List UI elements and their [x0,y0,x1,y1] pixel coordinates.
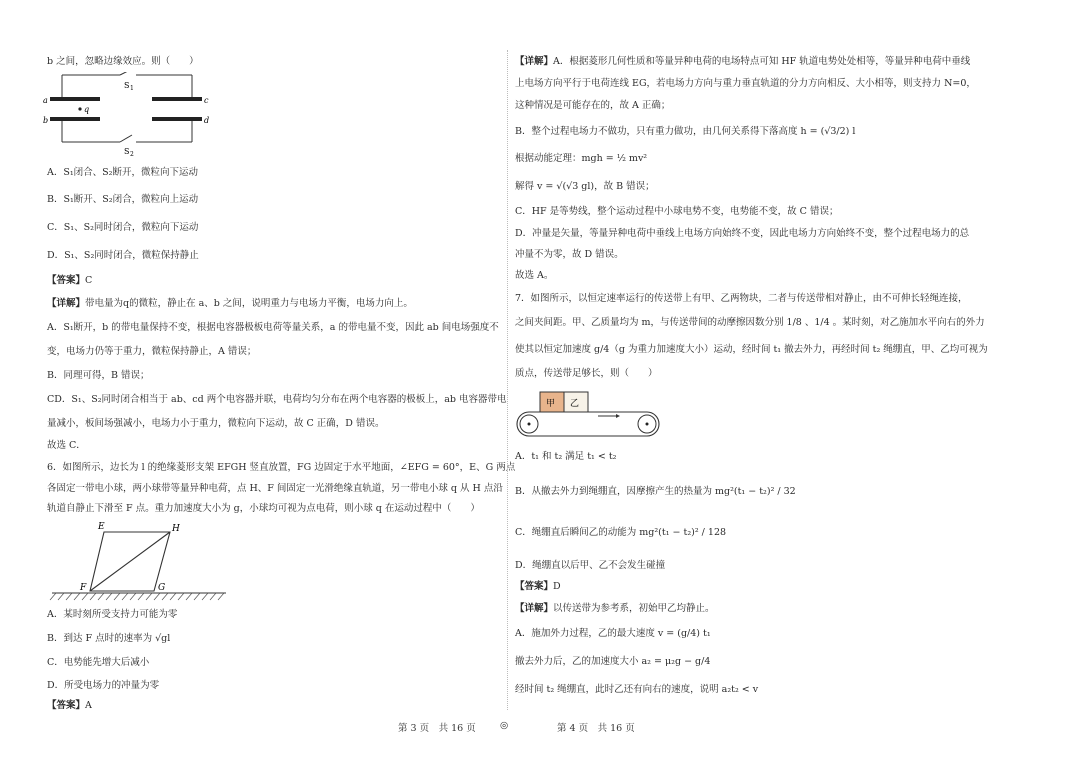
q5-option-d: D．S₁、S₂同时闭合，微粒保持静止 [47,250,199,261]
q5-answer [47,275,92,287]
q5-option-b: B．S₁断开、S₂闭合，微粒向上运动 [47,194,199,205]
detail-text: 以传送带为参考系，初始甲乙均静止。 [553,603,715,614]
q5-intro: b 之间，忽略边缘效应。则（ ） [47,56,199,67]
q5-detail-line: 故选 C． [47,440,86,451]
q6-option-d: D．所受电场力的冲量为零 [47,680,160,691]
plate-a [50,97,100,101]
q6-stem-line: 6．如图所示，边长为 l 的绝缘菱形支架 EFGH 竖直放置，FG 边固定于水平地面，∠EFG = 60°，E、G 两点 [47,462,516,473]
q6-option-c: C．电势能先增大后减小 [47,657,150,668]
detail-label: 【详解】 [47,298,86,309]
s2-sub: 2 [130,151,134,158]
q6-detail-first [515,56,970,68]
page-number-left: 第 3 页 共 16 页 [398,723,476,734]
answer-label: 【答案】 [47,275,86,286]
detail-label: 【详解】 [515,603,554,614]
q6-detail-c: C．HF 是等势线，整个运动过程中小球电势不变，电势能不变，故 C 错误； [515,206,839,217]
q6-option-b: B．到达 F 点时的速率为 √gl [47,633,171,644]
q7-option-d: D．绳绷直以后甲、乙不会发生碰撞 [515,560,666,571]
q6-detail-select: 故选 A。 [515,270,554,281]
detail-text: A．根据菱形几何性质和等量异种电荷的电场特点可知 HF 轨道电势处处相等，等量异种电荷中垂线 [553,56,971,67]
q7-detail-line: 撤去外力后，乙的加速度大小 a₂ = μ₂g − g/4 [515,656,711,667]
label-c: c [204,96,209,105]
q6-answer [47,700,92,712]
q6-detail-line: 这种情况是可能存在的，故 A 正确； [515,100,671,111]
plate-b [50,117,100,121]
vertex-e: E [98,522,105,532]
q7-detail-first [515,603,715,615]
q7-option-a: A．t₁ 和 t₂ 满足 t₁ < t₂ [515,451,617,462]
conveyor-figure [512,386,672,440]
page-number-right: 第 4 页 共 16 页 [557,723,635,734]
column-divider [507,50,508,710]
q6-detail-solve: 解得 v = √(√3 gl)，故 B 错误； [515,181,655,192]
answer-value: D [553,581,561,592]
label-b: b [43,116,49,125]
s1-sub: 1 [130,85,134,92]
q6-stem-line: 各固定一带电小球，两小球带等量异种电荷，点 H、F 间固定一光滑绝缘直轨道，另一带电小球 q 从 H 点沿 [47,483,503,494]
detail-text: 带电量为q的微粒，静止在 a、b 之间，说明重力与电场力平衡，电场力向上。 [85,298,413,309]
yi-label: 乙 [570,399,580,409]
q5-detail-first [47,298,413,310]
capacitor-figure [40,72,220,160]
q7-stem-line: 使其以恒定加速度 g/4（g 为重力加速度大小）运动，经时间 t₁ 撤去外力，再经时间 t₂ 绳绷直，甲、乙均可视为 [515,344,988,355]
jia-label: 甲 [546,399,556,409]
q7-answer [515,581,561,593]
label-d: d [204,116,210,125]
detail-label: 【详解】 [515,56,554,67]
answer-label: 【答案】 [47,700,86,711]
q6-detail-line: 上电场方向平行于电荷连线 EG，若电场力方向与重力垂直轨道的分力方向相反、大小相等，则支持力 N=0， [515,78,976,89]
binding-mark: ◎ [500,720,509,731]
s2-label: S [124,147,130,156]
q7-stem-line: 质点，传送带足够长，则（ ） [515,368,658,379]
rhombus-figure [44,518,234,604]
q7-option-c: C．绳绷直后瞬间乙的动能为 mg²(t₁ − t₂)² / 128 [515,527,727,538]
q7-stem-line: 7．如图所示，以恒定速率运行的传送带上有甲、乙两物块，二者与传送带相对静止，由不可伸长轻绳连接， [515,293,968,304]
q5-option-c: C．S₁、S₂同时闭合，微粒向下运动 [47,222,199,233]
plate-d [152,117,202,121]
q6-stem-line: 轨道自静止下滑至 F 点。重力加速度大小为 g，小球均可视为点电荷，则小球 q 在运动过程中（ ） [47,503,480,514]
vertex-f: F [80,583,87,593]
particle-q [78,107,81,110]
q6-detail-energy: 根据动能定理：mgh = ½ mv² [515,153,648,164]
vertex-g: G [158,583,166,593]
label-q: q [84,105,90,114]
q5-detail-line: CD．S₁、S₂同时闭合相当于 ab、cd 两个电容器并联，电荷均匀分布在两个电容器的极板上，ab 电容器带电 [47,394,507,405]
q7-detail-line: 经时间 t₂ 绳绷直，此时乙还有向右的速度，说明 a₂t₂ < v [515,684,759,695]
label-a: a [43,96,48,105]
q5-detail-line: 量减小，板间场强减小，电场力小于重力，微粒向下运动，故 C 正确，D 错误。 [47,418,385,429]
vertex-h: H [172,524,180,534]
q5-detail-line: A．S₁断开，b 的带电量保持不变，根据电容器极板电荷等量关系，a 的带电量不变，因此 ab 间电场强度不 [47,322,499,333]
q7-stem-line: 之间夹间距。甲、乙质量均为 m，与传送带间的动摩擦因数分别 1/8 、1/4 。某时刻，对乙施加水平向右的外力 [515,317,985,328]
q5-detail-line: B．同理可得，B 错误； [47,370,150,381]
q5-option-a: A．S₁闭合、S₂断开，微粒向下运动 [47,167,198,178]
q6-option-a: A．某时刻所受支持力可能为零 [47,609,178,620]
answer-label: 【答案】 [515,581,554,592]
q6-detail-b: B．整个过程电场力不做功，只有重力做功，由几何关系得下落高度 h = (√3/2) l [515,126,856,137]
q7-option-b: B．从撤去外力到绳绷直，因摩擦产生的热量为 mg²(t₁ − t₂)² / 32 [515,486,796,497]
q7-detail-line: A．施加外力过程，乙的最大速度 v = (g/4) t₁ [515,628,711,639]
plate-c [152,97,202,101]
answer-value: A [85,700,92,711]
answer-value: C [85,275,93,286]
q5-detail-line: 变，电场力仍等于重力，微粒保持静止，A 错误； [47,346,257,357]
q6-detail-d: 冲量不为零，故 D 错误。 [515,249,624,260]
s1-label: S [124,81,130,90]
q6-detail-d: D．冲量是矢量，等量异种电荷中垂线上电场方向始终不变，因此电场力方向始终不变，整个过程电场力的总 [515,228,970,239]
